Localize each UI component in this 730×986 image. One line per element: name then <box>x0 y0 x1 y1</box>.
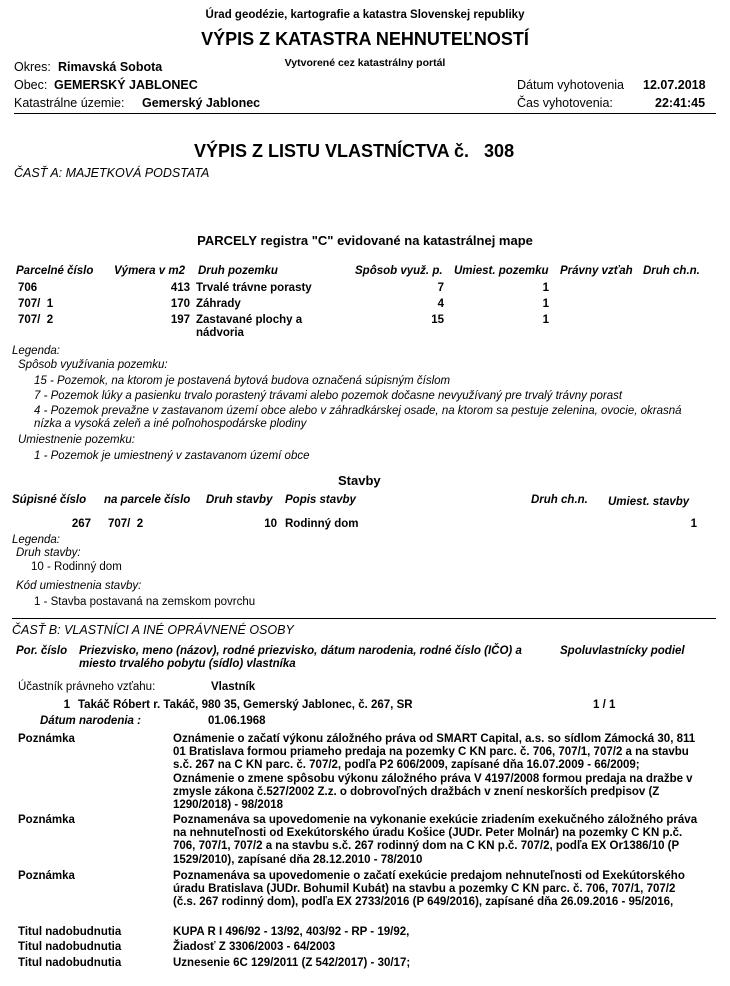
parcel-type: Zastavané plochy a nádvoria <box>196 314 303 340</box>
office-name: Úrad geodézie, kartografie a katastra Slovenskej republiky <box>205 9 525 21</box>
document-title: VÝPIS Z KATASTRA NEHNUTEĽNOSTÍ <box>201 29 529 49</box>
building-location-legend-title: Kód umiestnenia stavby: <box>16 580 142 592</box>
datum-label: Dátum vyhotovenia <box>517 78 625 92</box>
parcel-number: 707/ 1 <box>18 298 54 310</box>
building-desc: Rodinný dom <box>285 518 359 530</box>
building-type-legend-title: Druh stavby: <box>16 547 81 559</box>
cas-label: Čas vyhotovenia: <box>517 96 613 110</box>
col-building-location: Umiest. stavby <box>608 496 690 508</box>
note-text: Oznámenie o začatí výkonu záložného práva od SMART Capital, a.s. so sídlom Zámocká 30, 811 01 Bratislava formou priameho predaja na pozemky C KN parc. č. 706, 707/1, 707/2 a na stavbu s.č. 267 na C KN parc. č. 707/2, podľa P2 606/2009, zapísané dňa 16.07.2009 - 66/2009; Oznámenie o zmene spôsobu výkonu záložného práva V 4197/2008 formou predaja na dražbe v zmysle zákona č.527/2002 Z.z. o dobrovoľných dražbách v znení neskorších predpisov (Z 1290/2018) - 98/2018 <box>173 733 696 812</box>
legend-title: Legenda: <box>12 345 60 357</box>
note-text: Poznamenáva sa upovedomenie na vykonanie exekúcie zriadením exekučného záložného práva na nehnuteľnosti od Exekútorského úradu Košice (JUDr. Peter Molnár) na pozemky C KN p.č. 706, 707/1, 707/2 a na stavbu s.č. 267 rodinný dom na C KN p.č. 707/2, podľa EX Or1386/10 (P 1529/2010), zapísané dňa 28.12.2010 - 78/2010 <box>173 814 698 866</box>
col-building-protected: Druh ch.n. <box>531 494 588 506</box>
parcel-use: 15 <box>431 314 444 326</box>
col-area: Výmera v m2 <box>114 265 185 277</box>
parcel-number: 706 <box>18 282 38 294</box>
parcel-area: 413 <box>170 282 190 294</box>
col-share: Spoluvlastnícky podiel <box>560 645 685 657</box>
participant-value: Vlastník <box>211 681 256 693</box>
owner-text: Takáč Róbert r. Takáč, 980 35, Gemerský Jablonec, č. 267, SR <box>78 699 413 711</box>
col-building-desc: Popis stavby <box>285 494 356 506</box>
col-location: Umiest. pozemku <box>454 265 549 277</box>
birth-value: 01.06.1968 <box>208 715 266 727</box>
parcel-type: Záhrady <box>196 298 241 310</box>
participant-label: Účastník právneho vzťahu: <box>18 681 156 693</box>
legend-use-4: 4 - Pozemok prevažne v zastavanom území obce alebo v záhradkárskej osade, na ktorom sa pestuje zelenina, ovocie, okrasná nízka a vysoká zeleň a iné poľnohospodárske plodiny <box>34 405 682 431</box>
acquisition-title-text: Uznesenie 6C 129/2011 (Z 542/2017) - 30/17; <box>173 957 411 969</box>
col-land-type: Druh pozemku <box>198 265 278 277</box>
building-parcel: 707/ 2 <box>108 518 144 530</box>
lv-title: VÝPIS Z LISTU VLASTNÍCTVA č. 308 <box>194 141 515 161</box>
part-b-divider <box>12 618 716 619</box>
building-location-1: 1 - Stavba postavaná na zemskom povrchu <box>34 596 256 608</box>
buildings-title: Stavby <box>338 473 381 488</box>
note-text: Poznamenáva sa upovedomenie o začatí exekúcie predajom nehnuteľnosti od Exekútorského úradu Bratislava (JUDr. Bohumil Kubát) na stavbu a pozemky C KN parc. č. 706, 707/1, 707/2 (č.s. 267 rodinný dom), podľa EX 2733/2016 (P 649/2016), zapísané dňa 26.09.2016 - 95/2016, <box>173 870 685 909</box>
parcel-use: 4 <box>437 298 444 310</box>
col-order: Por. číslo <box>16 645 68 657</box>
acquisition-title-text: KUPA R I 496/92 - 13/92, 403/92 - RP - 19/92, <box>173 926 410 938</box>
document-subtitle: Vytvorené cez katastrálny portál <box>284 57 446 69</box>
legend-location-title: Umiestnenie pozemku: <box>18 434 135 446</box>
parcel-area: 197 <box>170 314 190 326</box>
building-location: 1 <box>690 518 697 530</box>
col-use: Spôsob využ. p. <box>355 265 443 277</box>
acquisition-title-label: Titul nadobudnutia <box>18 957 122 969</box>
legend-location-1: 1 - Pozemok je umiestnený v zastavanom území obce <box>34 450 310 462</box>
note-label: Poznámka <box>18 870 75 882</box>
legend-use-title: Spôsob využívania pozemku: <box>18 359 168 371</box>
col-on-parcel: na parcele číslo <box>104 494 191 506</box>
legend-use-15: 15 - Pozemok, na ktorom je postavená bytová budova označená súpisným číslom <box>34 375 451 387</box>
acquisition-title-text: Žiadosť Z 3306/2003 - 64/2003 <box>173 941 336 953</box>
katastralne-uzemie-label: Katastrálne územie: <box>14 96 125 110</box>
building-type: 10 <box>264 518 277 530</box>
legend-use-7: 7 - Pozemok lúky a pasienku trvalo porastený trávami alebo pozemok dočasne nevyužívaný pre trvalý trávny porast <box>34 390 623 402</box>
acquisition-title-label: Titul nadobudnutia <box>18 926 122 938</box>
header-divider <box>14 113 716 114</box>
cas-value: 22:41:45 <box>655 96 706 110</box>
parcel-location: 1 <box>542 298 549 310</box>
owner-share: 1 / 1 <box>593 699 616 711</box>
owner-order: 1 <box>63 699 70 711</box>
acquisition-title-label: Titul nadobudnutia <box>18 941 122 953</box>
datum-value: 12.07.2018 <box>643 78 706 92</box>
note-label: Poznámka <box>18 814 75 826</box>
col-protected: Druh ch.n. <box>643 265 700 277</box>
okres-value: Rimavská Sobota <box>58 60 163 74</box>
parcel-number: 707/ 2 <box>18 314 54 326</box>
okres-label: Okres: <box>14 60 51 74</box>
parcel-area: 170 <box>170 298 190 310</box>
col-parcel-number: Parcelné číslo <box>16 265 94 277</box>
obec-label: Obec: <box>14 78 48 92</box>
col-building-number: Súpisné číslo <box>12 494 87 506</box>
part-b-title: ČASŤ B: VLASTNÍCI A INÉ OPRÁVNENÉ OSOBY <box>12 623 294 637</box>
building-number: 267 <box>71 518 91 530</box>
parcel-location: 1 <box>542 314 549 326</box>
parcel-type: Trvalé trávne porasty <box>196 282 312 294</box>
birth-label: Dátum narodenia : <box>40 715 141 727</box>
obec-value: GEMERSKÝ JABLONEC <box>54 78 198 92</box>
part-a-title: ČASŤ A: MAJETKOVÁ PODSTATA <box>14 166 210 180</box>
parcel-use: 7 <box>437 282 444 294</box>
lv-number: 308 <box>484 141 515 161</box>
parcel-location: 1 <box>542 282 549 294</box>
col-owner-name: Priezvisko, meno (názov), rodné priezvisko, dátum narodenia, rodné číslo (IČO) a miesto trvalého pobytu (sídlo) vlastníka <box>79 645 522 671</box>
col-building-type: Druh stavby <box>206 494 273 506</box>
parcels-title: PARCELY registra "C" evidované na katastrálnej mape <box>197 233 533 248</box>
building-type-10: 10 - Rodinný dom <box>31 561 122 573</box>
building-legend-title: Legenda: <box>12 534 60 546</box>
note-label: Poznámka <box>18 733 75 745</box>
katastralne-uzemie-value: Gemerský Jablonec <box>142 96 261 110</box>
col-legal-relation: Právny vzťah <box>560 265 633 277</box>
